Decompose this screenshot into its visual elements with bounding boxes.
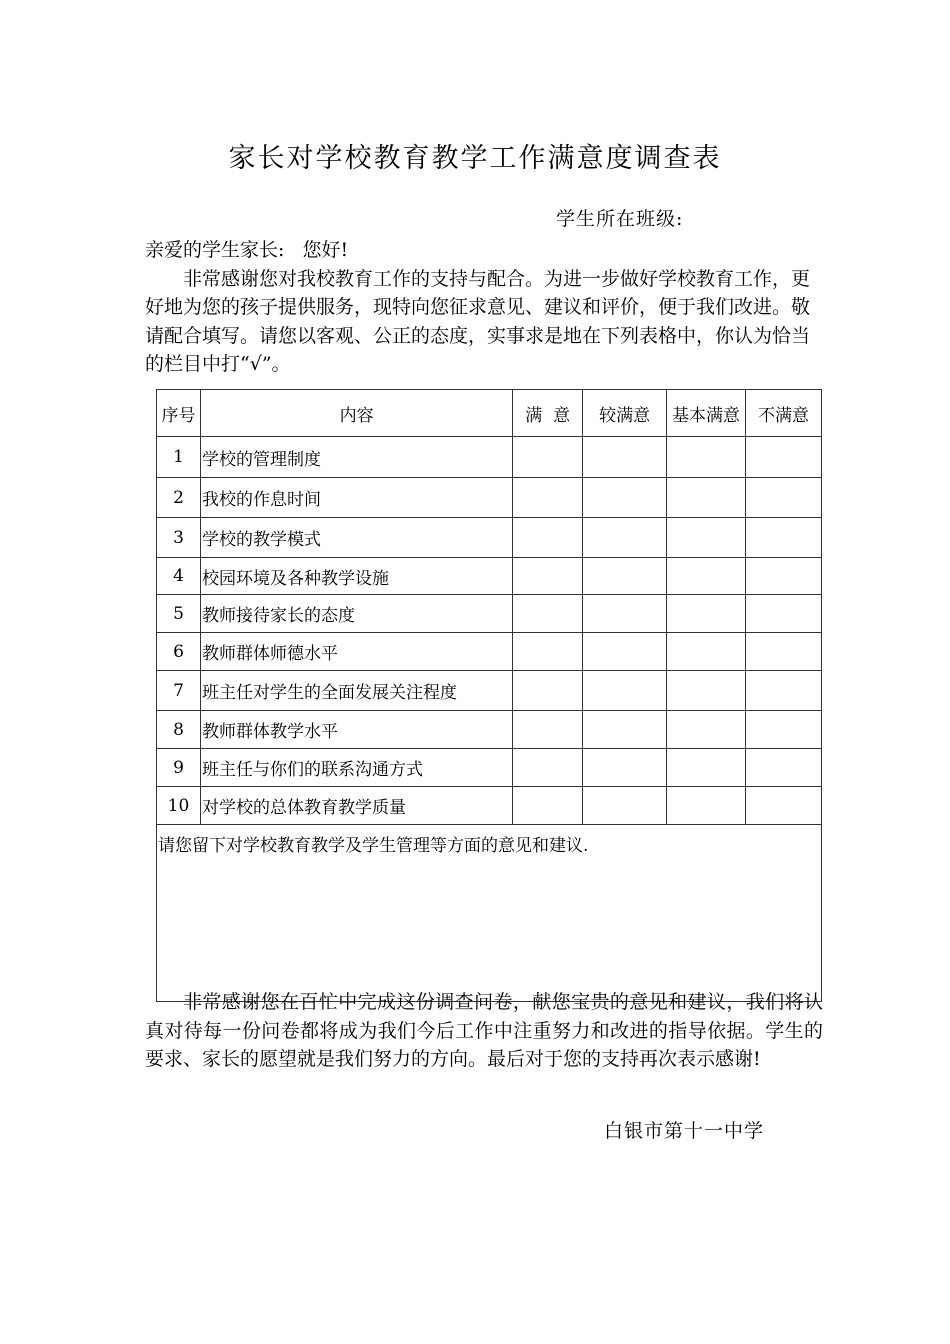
unsatisfied-cell[interactable] xyxy=(746,478,822,518)
row-item: 教师群体师德水平 xyxy=(200,633,512,671)
row-item: 教师群体教学水平 xyxy=(200,711,512,749)
closing-section xyxy=(145,988,823,1074)
satisfied-cell[interactable] xyxy=(513,595,583,633)
row-number: 8 xyxy=(157,711,201,749)
intro-section xyxy=(145,236,810,379)
row-number: 9 xyxy=(157,749,201,787)
fairly-satisfied-cell[interactable] xyxy=(583,671,667,711)
unsatisfied-cell[interactable] xyxy=(746,558,822,595)
table-row xyxy=(157,749,822,787)
satisfied-cell[interactable] xyxy=(513,749,583,787)
row-number: 3 xyxy=(157,518,201,558)
satisfied-cell[interactable] xyxy=(513,437,583,478)
greeting: 亲爱的学生家长: 您好! xyxy=(145,239,349,261)
basically-satisfied-cell[interactable] xyxy=(667,633,746,671)
comment-box[interactable] xyxy=(157,825,822,1002)
row-item: 班主任对学生的全面发展关注程度 xyxy=(200,671,512,711)
row-number: 2 xyxy=(157,478,201,518)
basically-satisfied-cell[interactable] xyxy=(667,558,746,595)
satisfied-cell[interactable] xyxy=(513,478,583,518)
row-item: 教师接待家长的态度 xyxy=(200,595,512,633)
fairly-satisfied-cell[interactable] xyxy=(583,437,667,478)
row-number: 1 xyxy=(157,437,201,478)
basically-satisfied-cell[interactable] xyxy=(667,787,746,825)
row-number: 5 xyxy=(157,595,201,633)
intro-paragraph: 非常感谢您对我校教育工作的支持与配合。为进一步做好学校教育工作，更好地为您的孩子提供服务，现特向您征求意见、建议和评价，便于我们改进。敬请配合填写。请您以客观、公正的态度，实事求是地在下列表格中，你认为恰当的栏目中打“√”。 xyxy=(145,267,811,375)
fairly-satisfied-cell[interactable] xyxy=(583,787,667,825)
unsatisfied-cell[interactable] xyxy=(746,518,822,558)
row-number: 6 xyxy=(157,633,201,671)
row-number: 10 xyxy=(157,787,201,825)
class-field-label: 学生所在班级: xyxy=(556,208,684,230)
satisfied-cell[interactable] xyxy=(513,711,583,749)
table-row xyxy=(157,437,822,478)
row-item: 对学校的总体教育教学质量 xyxy=(200,787,512,825)
fairly-satisfied-cell[interactable] xyxy=(583,518,667,558)
table-row xyxy=(157,478,822,518)
satisfied-cell[interactable] xyxy=(513,518,583,558)
fairly-satisfied-cell[interactable] xyxy=(583,558,667,595)
unsatisfied-cell[interactable] xyxy=(746,787,822,825)
basically-satisfied-cell[interactable] xyxy=(667,518,746,558)
fairly-satisfied-cell[interactable] xyxy=(583,749,667,787)
satisfied-cell[interactable] xyxy=(513,558,583,595)
fairly-satisfied-cell[interactable] xyxy=(583,633,667,671)
satisfied-cell[interactable] xyxy=(513,787,583,825)
table-row xyxy=(157,595,822,633)
survey-table xyxy=(156,389,822,1002)
basically-satisfied-cell[interactable] xyxy=(667,711,746,749)
unsatisfied-cell[interactable] xyxy=(746,437,822,478)
unsatisfied-cell[interactable] xyxy=(746,671,822,711)
table-row xyxy=(157,671,822,711)
school-signature: 白银市第十一中学 xyxy=(604,1120,765,1142)
table-row xyxy=(157,787,822,825)
row-item: 学校的教学模式 xyxy=(200,518,512,558)
basically-satisfied-cell[interactable] xyxy=(667,478,746,518)
row-number: 4 xyxy=(157,558,201,595)
unsatisfied-cell[interactable] xyxy=(746,633,822,671)
row-item: 我校的作息时间 xyxy=(200,478,512,518)
header-satisfied: 满 意 xyxy=(513,390,583,437)
row-item: 学校的管理制度 xyxy=(200,437,512,478)
fairly-satisfied-cell[interactable] xyxy=(583,711,667,749)
basically-satisfied-cell[interactable] xyxy=(667,437,746,478)
header-unsatisfied: 不满意 xyxy=(746,390,822,437)
header-fairly-satisfied: 较满意 xyxy=(583,390,667,437)
closing-paragraph: 非常感谢您在百忙中完成这份调查问卷，献您宝贵的意见和建议，我们将认真对待每一份问卷都将成为我们今后工作中注重努力和改进的指导依据。学生的要求、家长的愿望就是我们努力的方向。最后对于您的支持再次表示感谢! xyxy=(145,991,823,1070)
comment-prompt: 请您留下对学校教育教学及学生管理等方面的意见和建议. xyxy=(158,836,589,856)
table-header-row xyxy=(157,390,822,437)
table-row xyxy=(157,558,822,595)
row-item: 班主任与你们的联系沟通方式 xyxy=(200,749,512,787)
unsatisfied-cell[interactable] xyxy=(746,749,822,787)
basically-satisfied-cell[interactable] xyxy=(667,595,746,633)
row-item: 校园环境及各种教学设施 xyxy=(200,558,512,595)
satisfied-cell[interactable] xyxy=(513,633,583,671)
unsatisfied-cell[interactable] xyxy=(746,711,822,749)
fairly-satisfied-cell[interactable] xyxy=(583,595,667,633)
fairly-satisfied-cell[interactable] xyxy=(583,478,667,518)
table-row xyxy=(157,711,822,749)
row-number: 7 xyxy=(157,671,201,711)
unsatisfied-cell[interactable] xyxy=(746,595,822,633)
basically-satisfied-cell[interactable] xyxy=(667,749,746,787)
satisfied-cell[interactable] xyxy=(513,671,583,711)
basically-satisfied-cell[interactable] xyxy=(667,671,746,711)
header-basically-satisfied: 基本满意 xyxy=(667,390,746,437)
header-number: 序号 xyxy=(157,390,201,437)
table-row xyxy=(157,633,822,671)
table-row xyxy=(157,518,822,558)
header-content: 内容 xyxy=(200,390,512,437)
page-title: 家长对学校教育教学工作满意度调查表 xyxy=(228,143,722,174)
comment-row xyxy=(157,825,822,1002)
